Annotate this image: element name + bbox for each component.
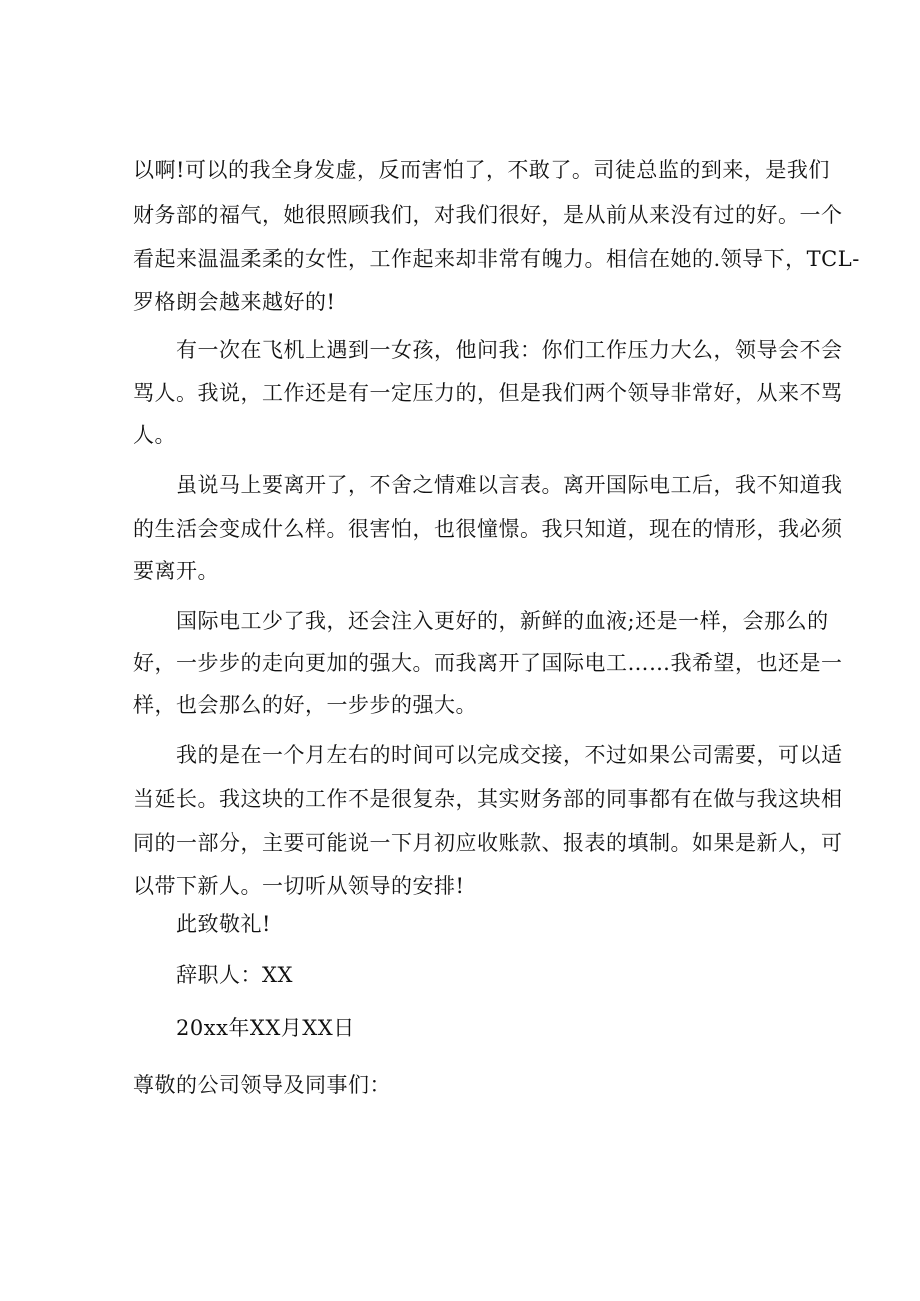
paragraph-5-line-3: 同的一部分，主要可能说一下月初应收账款、报表的填制。如果是新人，可 [133,831,843,855]
closing-text: 此致敬礼! [176,912,271,936]
paragraph-2-line-3: 人。 [133,423,176,447]
paragraph-2-line-1: 有一次在飞机上遇到一女孩，他问我：你们工作压力大么，领导会不会 [176,338,843,362]
paragraph-4-line-2: 好，一步步的走向更加的强大。而我离开了国际电工……我希望，也还是一 [133,651,843,675]
paragraph-5-line-2: 当延长。我这块的工作不是很复杂，其实财务部的同事都有在做与我这块相 [133,787,843,811]
paragraph-4-line-3: 样，也会那么的好，一步步的强大。 [133,693,477,717]
paragraph-4-line-1: 国际电工少了我，还会注入更好的，新鲜的血液;还是一样，会那么的 [176,609,829,633]
paragraph-3-line-3: 要离开。 [133,559,219,583]
paragraph-1-line-4: 罗格朗会越来越好的! [133,290,336,314]
paragraph-3-line-1: 虽说马上要离开了，不舍之情难以言表。离开国际电工后，我不知道我 [176,473,843,497]
paragraph-1-line-1: 以啊!可以的我全身发虚，反而害怕了，不敢了。司徒总监的到来，是我们 [133,158,830,182]
paragraph-5-line-4: 以带下新人。一切听从领导的安排! [133,874,465,898]
paragraph-3-line-2: 的生活会变成什么样。很害怕，也很憧憬。我只知道，现在的情形，我必须 [133,517,843,541]
paragraph-2-line-2: 骂人。我说，工作还是有一定压力的，但是我们两个领导非常好，从来不骂 [133,381,843,405]
salutation-text: 尊敬的公司领导及同事们： [133,1073,391,1097]
paragraph-1-line-2: 财务部的福气，她很照顾我们，对我们很好，是从前从来没有过的好。一个 [133,203,843,227]
signer-text: 辞职人：XX [176,963,293,987]
paragraph-5-line-1: 我的是在一个月左右的时间可以完成交接，不过如果公司需要，可以适 [176,743,843,767]
date-text: 20xx年XX月XX日 [176,1016,355,1040]
paragraph-1-line-3: 看起来温温柔柔的女性，工作起来却非常有魄力。相信在她的.领导下，TCL- [133,247,860,271]
